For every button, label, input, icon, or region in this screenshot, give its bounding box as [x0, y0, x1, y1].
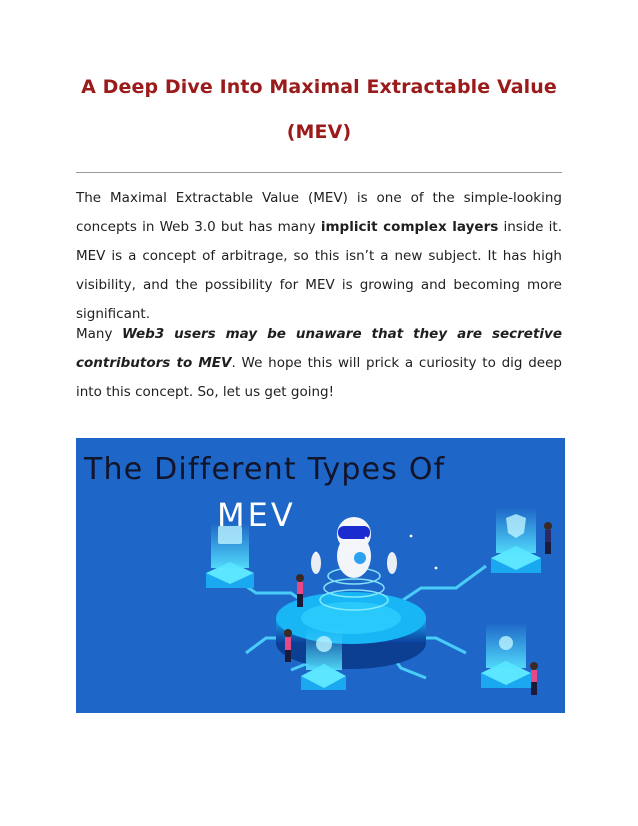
hero-title-line1: The Different Types Of — [84, 452, 446, 487]
intro-bold-phrase: implicit complex layers — [320, 219, 499, 235]
node-platform-right-top — [491, 508, 541, 573]
hero-title-line2: MEV — [217, 496, 296, 534]
hero-illustration — [76, 438, 565, 713]
second-text-end: . We hope this will prick a curiosity to dig deep into this concept. So, let us get going! — [76, 355, 562, 400]
intro-paragraph — [76, 184, 562, 329]
intro-text-start: The Maximal Extractable Value (MEV) is one of the simple-looking concepts in Web 3.0 but has many — [76, 190, 562, 235]
second-emphasis-phrase: Web3 users may be unaware that they are secretive contributors to MEV — [76, 326, 562, 371]
decorative-dots — [315, 535, 438, 570]
node-platform-left-bottom — [301, 628, 346, 690]
second-text-start: Many — [76, 326, 122, 342]
page-title-line2: (MEV) — [286, 121, 352, 143]
intro-text-end: inside it. MEV is a concept of arbitrage, so this isn’t a new subject. It has high visibility, and the possibility for MEV is growing and becoming more significant. — [76, 219, 562, 322]
second-paragraph — [76, 320, 562, 407]
page-title-line1: A Deep Dive Into Maximal Extractable Value — [81, 76, 557, 98]
robot-figure — [311, 517, 397, 578]
node-platform-right-bottom — [481, 623, 531, 688]
title-divider — [76, 172, 562, 173]
